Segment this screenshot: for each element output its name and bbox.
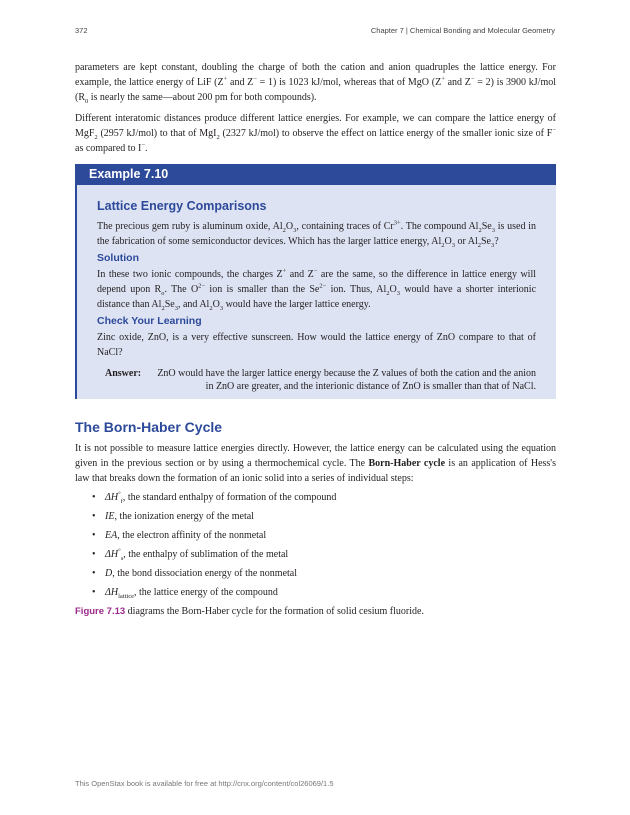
answer xyxy=(97,367,536,393)
example-label: Example 7.10 xyxy=(77,164,556,185)
steps-list xyxy=(75,490,556,600)
born-haber-paragraph: It is not possible to measure lattice energies directly. However, the lattice energy can be calculated using the equation given in the previous section or by using a thermochemical cycle. The Born-Haber cycle is an application of Hess's law that breaks down the formation of an ionic solid into a series of individual steps: xyxy=(75,443,556,484)
list-item: • IE, the ionization energy of the metal xyxy=(92,511,254,522)
page-footer: This OpenStax book is available for free at http://cnx.org/content/col26069/1.5 xyxy=(75,779,334,788)
example-title: Lattice Energy Comparisons xyxy=(97,199,267,213)
page-header xyxy=(75,26,555,38)
list-item: • EA, the electron affinity of the nonmetal xyxy=(92,530,267,541)
list-item: • $\Delta H^\circ_s$, the enthalpy of sublimation of the metal xyxy=(92,547,289,562)
key-term: Born-Haber cycle xyxy=(368,458,446,469)
list-item: • $\Delta H_{lattice}$, the lattice energy of the compound xyxy=(92,587,278,600)
answer-text: ZnO would have the larger lattice energy because the Z values of both the cation and the anion in ZnO are greater, and the interionic distance of ZnO is smaller than that of NaCl. xyxy=(157,368,536,392)
figure-link[interactable]: Figure 7.13 xyxy=(75,606,126,617)
answer-label: Answer: xyxy=(105,368,142,379)
list-item: • D, the bond dissociation energy of the nonmetal xyxy=(92,568,298,579)
page-content xyxy=(75,60,556,619)
solution-heading: Solution xyxy=(97,252,139,264)
section-heading: The Born-Haber Cycle xyxy=(75,419,223,435)
check-learning-heading: Check Your Learning xyxy=(97,315,202,327)
list-item: • $\Delta H^\circ_f$, the standard enthalpy of formation of the compound xyxy=(92,490,337,505)
chapter-title: Chapter 7 | Chemical Bonding and Molecular Geometry xyxy=(370,26,555,35)
solution-text: In these two ionic compounds, the charges Z+ and Z− are the same, so the difference in lattice energy will depend upon $R_o$. The $O^{2-}$ ion is smaller than the $Se^{2-}$ ion. Thus, $Al_2O_3$ would have a shorter interionic distance than $Al_2Se_3$, and $Al_2O_3$ would have the larger lattice energy. xyxy=(97,267,537,312)
check-learning-text: Zinc oxide, ZnO, is a very effective sunscreen. How would the lattice energy of ZnO compare to that of NaCl? xyxy=(97,332,536,358)
example-box xyxy=(75,164,556,399)
example-question: The precious gem ruby is aluminum oxide, $Al_2O_3$, containing traces of $Cr^{3+}$. The compound $Al_2Se_3$ is used in the fabrication of some semiconductor devices. Which has the larger lattice energy, $Al_2O_3$ or $Al_2Se_3$? xyxy=(97,219,537,249)
figure-reference-paragraph: Figure 7.13 diagrams the Born-Haber cycle for the formation of solid cesium fluoride. xyxy=(75,606,424,617)
intro-paragraph-2: Different interatomic distances produce different lattice energies. For example, we can compare the lattice energy of MgF$_2$ (2957 kJ/mol) to that of MgI$_2$ (2327 kJ/mol) to observe the effect on lattice energy of the smaller ionic size of F− as compared to I−. xyxy=(75,113,556,154)
page-number: 372 xyxy=(75,26,88,35)
intro-paragraph-1: parameters are kept constant, doubling the charge of both the cation and anion quadruples the lattice energy. For example, the lattice energy of LiF (Z+ and Z− = 1) is 1023 kJ/mol, whereas that of MgO (Z+ and Z− = 2) is 3900 kJ/mol ($R_0$ is nearly the same—about 200 pm for both compounds). xyxy=(75,62,557,105)
